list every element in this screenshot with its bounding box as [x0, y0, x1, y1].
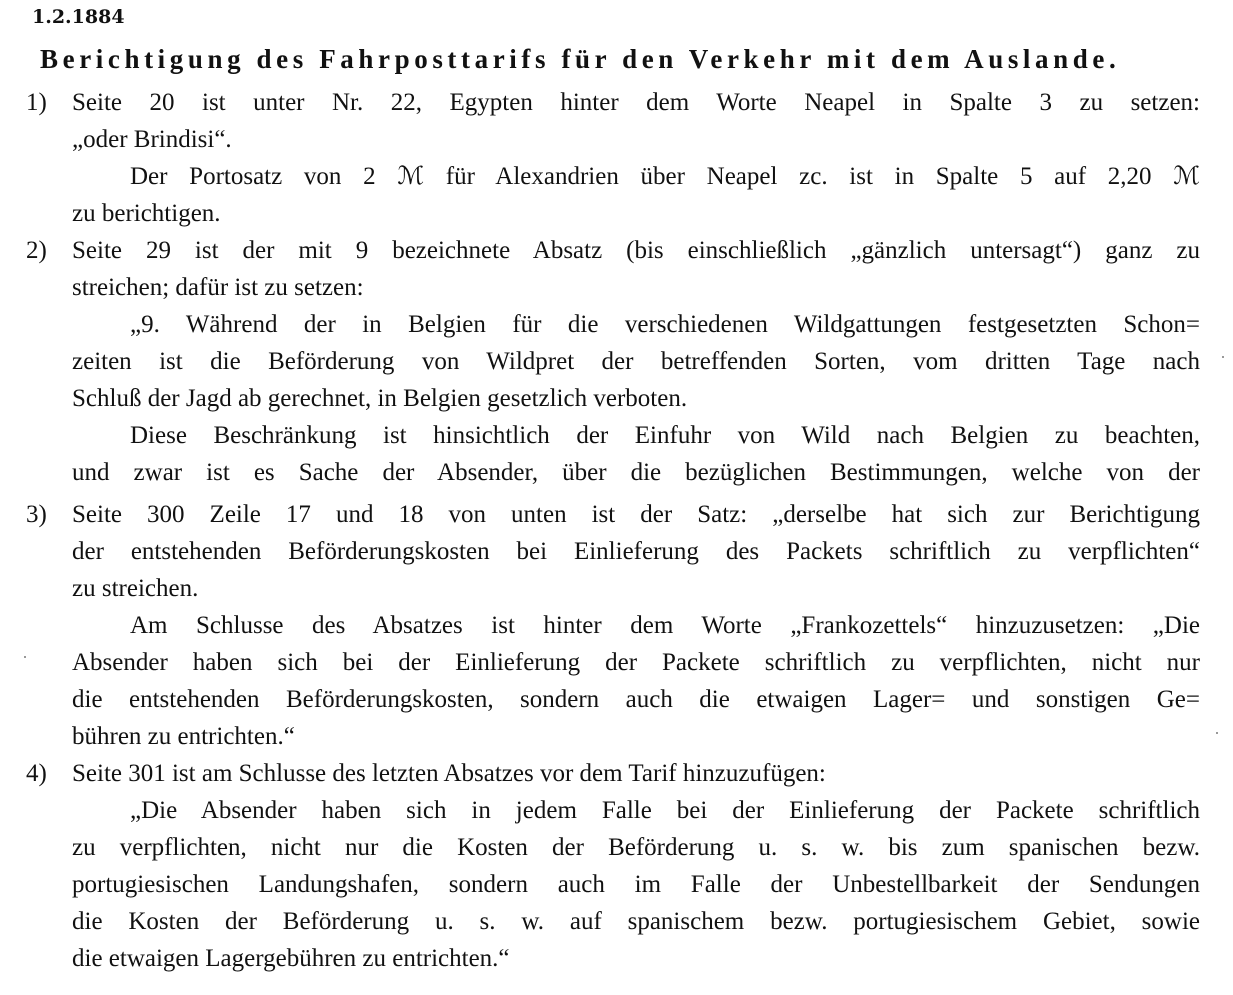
text-line: die Kosten der Beförderung u. s. w. auf spanischem bezw. portugiesischem Gebiet, sowie: [72, 908, 1200, 935]
item-number: 2): [26, 237, 47, 264]
text-line: Der Portosatz von 2 ℳ für Alexandrien über Neapel zc. ist in Spalte 5 auf 2,20 ℳ: [130, 163, 1200, 190]
item-number: 1): [26, 89, 47, 116]
text-line: bühren zu entrichten.“: [72, 723, 295, 750]
text-line: Absender haben sich bei der Einlieferung der Packete schriftlich zu verpflichten, nicht nur: [72, 649, 1200, 676]
item-number: 4): [26, 760, 47, 787]
text-line: „Die Absender haben sich in jedem Falle bei der Einlieferung der Packete schriftlich: [130, 797, 1200, 824]
text-line: „9. Während der in Belgien für die verschiedenen Wildgattungen festgesetzten Schon=: [130, 311, 1200, 338]
text-line: zu streichen.: [72, 575, 199, 602]
text-line: streichen; dafür ist zu setzen:: [72, 274, 364, 301]
text-line: zu verpflichten, nicht nur die Kosten der Beförderung u. s. w. bis zum spanischen bezw.: [72, 834, 1200, 861]
text-line: Seite 301 ist am Schlusse des letzten Absatzes vor dem Tarif hinzuzufügen:: [72, 760, 826, 787]
document-date: 1.2.1884: [32, 6, 125, 28]
document-heading: Berichtigung des Fahrposttarifs für den Verkehr mit dem Auslande.: [40, 44, 1121, 74]
text-line: Diese Beschränkung ist hinsichtlich der Einfuhr von Wild nach Belgien zu beachten,: [130, 422, 1200, 449]
text-line: Schluß der Jagd ab gerechnet, in Belgien gesetzlich verboten.: [72, 385, 688, 412]
text-line: Am Schlusse des Absatzes ist hinter dem Worte „Frankozettels“ hinzuzusetzen: „Die: [130, 612, 1200, 639]
scan-speck: [1222, 356, 1224, 358]
item-number: 3): [26, 501, 47, 528]
text-line: die etwaigen Lagergebühren zu entrichten.“: [72, 945, 510, 972]
text-line: Seite 20 ist unter Nr. 22, Egypten hinter dem Worte Neapel in Spalte 3 zu setzen:: [72, 89, 1200, 116]
text-line: Seite 300 Zeile 17 und 18 von unten ist der Satz: „derselbe hat sich zur Berichtigung: [72, 501, 1200, 528]
text-line: der entstehenden Beförderungskosten bei Einlieferung des Packets schriftlich zu verpflichten“: [72, 538, 1200, 565]
text-line: die entstehenden Beförderungskosten, sondern auch die etwaigen Lager= und sonstigen Ge=: [72, 686, 1200, 713]
text-line: portugiesischen Landungshafen, sondern auch im Falle der Unbestellbarkeit der Sendungen: [72, 871, 1200, 898]
scan-speck: [24, 656, 26, 658]
text-line: und zwar ist es Sache der Absender, über die bezüglichen Bestimmungen, welche von der: [72, 459, 1200, 486]
text-line: zeiten ist die Beförderung von Wildpret der betreffenden Sorten, vom dritten Tage nach: [72, 348, 1200, 375]
scan-speck: [1216, 732, 1218, 734]
text-line: „oder Brindisi“.: [72, 126, 232, 153]
text-line: zu berichtigen.: [72, 200, 221, 227]
text-line: Seite 29 ist der mit 9 bezeichnete Absatz (bis einschließlich „gänzlich untersagt“) ganz zu: [72, 237, 1200, 264]
